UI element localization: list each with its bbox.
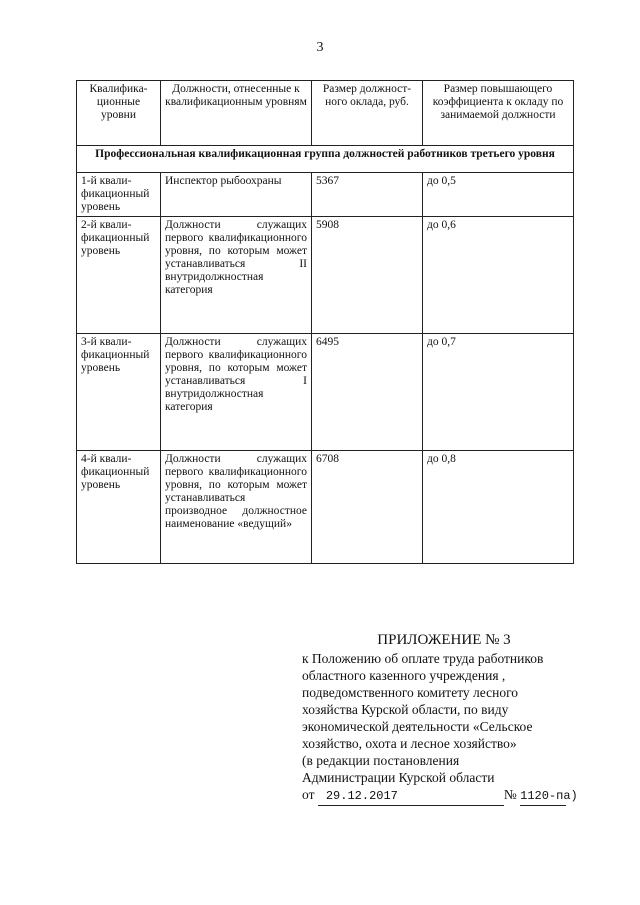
row-coefficient: до 0,7: [423, 334, 574, 451]
header-coefficient: Размер повышающего коэффициента к окладу по занимаемой должности: [423, 81, 574, 146]
appendix-title: ПРИЛОЖЕНИЕ № 3: [377, 632, 511, 648]
row-position: Должности служащих первого квалификационного уровня, по которым может устанавливаться II внутридолжностная категория: [161, 217, 312, 334]
table-header-row: [77, 81, 574, 146]
row-salary: 6708: [312, 451, 423, 564]
row-salary: 5367: [312, 173, 423, 217]
number-label: №: [503, 787, 517, 802]
row-level: 1-й квали-фикационный уровень: [77, 173, 161, 217]
appendix-line: к Положению об оплате труда работников областного казенного учреждения ,: [302, 651, 544, 683]
resolution-number: 1120-па): [520, 788, 566, 806]
appendix-line: подведомственного комитету лесного хозяйства Курской области, по виду: [302, 685, 519, 717]
appendix-line: Администрации Курской области: [302, 770, 495, 785]
header-levels: Квалифика-ционные уровни: [77, 81, 161, 146]
header-salary: Размер должност-ного оклада, руб.: [312, 81, 423, 146]
row-salary: 5908: [312, 217, 423, 334]
row-salary: 6495: [312, 334, 423, 451]
row-position: Инспектор рыбоохраны: [161, 173, 312, 217]
appendix-block: [302, 632, 578, 806]
resolution-line: [302, 786, 578, 806]
table-row: [77, 451, 574, 564]
row-level: 4-й квали-фикационный уровень: [77, 451, 161, 564]
row-level: 2-й квали-фикационный уровень: [77, 217, 161, 334]
row-position: Должности служащих первого квалификационного уровня, по которым может устанавливаться производное должностное наименование «ведущий»: [161, 451, 312, 564]
table-row: [77, 173, 574, 217]
row-coefficient: до 0,8: [423, 451, 574, 564]
group-row: [77, 146, 574, 173]
qualification-table: [76, 80, 574, 564]
table-row: [77, 334, 574, 451]
row-coefficient: до 0,6: [423, 217, 574, 334]
appendix-line: экономической деятельности «Сельское хозяйство, охота и лесное хозяйство»: [302, 719, 533, 751]
header-positions: Должности, отнесенные к квалификационным уровням: [161, 81, 312, 146]
resolution-date: 29.12.2017: [318, 788, 504, 806]
row-level: 3-й квали-фикационный уровень: [77, 334, 161, 451]
appendix-line: (в редакции постановления: [302, 753, 460, 768]
page-number: 3: [316, 40, 324, 55]
group-title: Профессиональная квалификационная группа должностей работников третьего уровня: [77, 146, 574, 173]
from-label: от: [302, 787, 315, 802]
table-row: [77, 217, 574, 334]
row-coefficient: до 0,5: [423, 173, 574, 217]
row-position: Должности служащих первого квалификационного уровня, по которым может устанавливаться I внутридолжностная категория: [161, 334, 312, 451]
